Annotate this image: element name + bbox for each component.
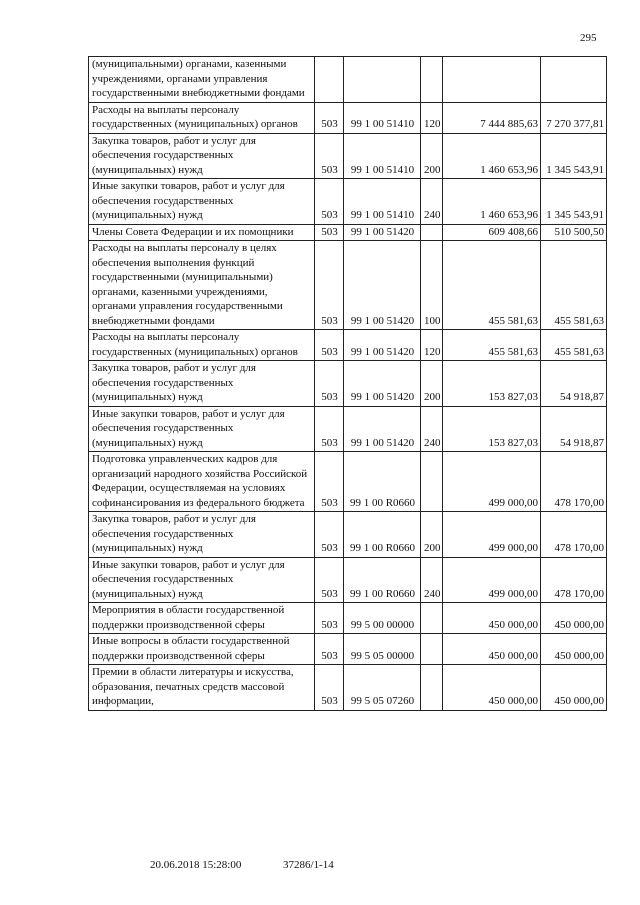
row-target-article-code: 99 5 05 07260	[344, 665, 421, 711]
row-amount-executed: 1 345 543,91	[541, 133, 607, 179]
row-expense-type-code	[421, 224, 443, 241]
table-row	[89, 133, 607, 179]
row-target-article-code: 99 1 00 51410	[344, 133, 421, 179]
row-expense-type-code: 120	[421, 102, 443, 133]
row-section-code: 503	[315, 133, 344, 179]
row-target-article-code	[344, 57, 421, 103]
row-target-article-code: 99 1 00 51420	[344, 224, 421, 241]
table-row	[89, 57, 607, 103]
row-name: Закупка товаров, работ и услуг для обеспечения государственных (муниципальных) нужд	[89, 133, 315, 179]
row-amount-executed: 1 345 543,91	[541, 179, 607, 225]
row-target-article-code: 99 1 00 51420	[344, 241, 421, 330]
row-name: (муниципальными) органами, казенными учреждениями, органами управления государственными внебюджетными фондами	[89, 57, 315, 103]
row-amount-planned: 1 460 653,96	[443, 133, 541, 179]
row-amount-executed: 478 170,00	[541, 557, 607, 603]
row-amount-executed: 450 000,00	[541, 603, 607, 634]
table-row	[89, 330, 607, 361]
row-section-code: 503	[315, 179, 344, 225]
row-amount-planned: 499 000,00	[443, 452, 541, 512]
row-amount-planned: 450 000,00	[443, 665, 541, 711]
row-amount-executed: 54 918,87	[541, 406, 607, 452]
footer-document-code: 37286/1-14	[283, 859, 334, 871]
row-amount-planned: 7 444 885,63	[443, 102, 541, 133]
row-amount-planned: 455 581,63	[443, 330, 541, 361]
row-name: Подготовка управленческих кадров для организаций народного хозяйства Российской Федерации, осуществляемая на условиях софинансирования из федерального бюджета	[89, 452, 315, 512]
footer-datetime: 20.06.2018 15:28:00	[150, 859, 242, 871]
row-amount-planned	[443, 57, 541, 103]
row-section-code: 503	[315, 634, 344, 665]
table-row	[89, 557, 607, 603]
row-section-code: 503	[315, 665, 344, 711]
row-amount-planned: 499 000,00	[443, 557, 541, 603]
page-number: 295	[580, 32, 597, 44]
row-name: Иные закупки товаров, работ и услуг для обеспечения государственных (муниципальных) нужд	[89, 179, 315, 225]
row-section-code: 503	[315, 102, 344, 133]
row-expense-type-code	[421, 57, 443, 103]
row-expense-type-code: 100	[421, 241, 443, 330]
row-name: Члены Совета Федерации и их помощники	[89, 224, 315, 241]
row-target-article-code: 99 1 00 51420	[344, 361, 421, 407]
row-name: Закупка товаров, работ и услуг для обеспечения государственных (муниципальных) нужд	[89, 361, 315, 407]
row-amount-planned: 455 581,63	[443, 241, 541, 330]
row-target-article-code: 99 1 00 R0660	[344, 452, 421, 512]
table-row	[89, 603, 607, 634]
row-target-article-code: 99 1 00 51420	[344, 406, 421, 452]
row-expense-type-code: 200	[421, 512, 443, 558]
table-row	[89, 452, 607, 512]
row-expense-type-code	[421, 634, 443, 665]
row-section-code	[315, 57, 344, 103]
row-name: Мероприятия в области государственной поддержки производственной сферы	[89, 603, 315, 634]
row-amount-executed: 455 581,63	[541, 330, 607, 361]
row-section-code: 503	[315, 330, 344, 361]
row-amount-executed: 450 000,00	[541, 634, 607, 665]
row-expense-type-code: 200	[421, 133, 443, 179]
row-amount-planned: 499 000,00	[443, 512, 541, 558]
row-name: Иные вопросы в области государственной поддержки производственной сферы	[89, 634, 315, 665]
row-name: Расходы на выплаты персоналу в целях обеспечения выполнения функций государственными (муниципальными) органами, казенными учреждениями, органами управления государственными внебюджетными фондами	[89, 241, 315, 330]
row-amount-executed: 54 918,87	[541, 361, 607, 407]
row-target-article-code: 99 1 00 R0660	[344, 512, 421, 558]
table-row	[89, 634, 607, 665]
row-name: Премии в области литературы и искусства, образования, печатных средств массовой информации,	[89, 665, 315, 711]
row-target-article-code: 99 1 00 51410	[344, 179, 421, 225]
row-expense-type-code: 240	[421, 179, 443, 225]
row-amount-executed: 455 581,63	[541, 241, 607, 330]
row-amount-planned: 450 000,00	[443, 634, 541, 665]
row-expense-type-code: 240	[421, 557, 443, 603]
table-row	[89, 224, 607, 241]
row-section-code: 503	[315, 241, 344, 330]
row-expense-type-code	[421, 452, 443, 512]
row-amount-executed: 450 000,00	[541, 665, 607, 711]
row-section-code: 503	[315, 406, 344, 452]
table-row	[89, 512, 607, 558]
table-row	[89, 102, 607, 133]
row-name: Расходы на выплаты персоналу государственных (муниципальных) органов	[89, 102, 315, 133]
row-name: Расходы на выплаты персоналу государственных (муниципальных) органов	[89, 330, 315, 361]
budget-table	[88, 56, 607, 711]
row-amount-executed: 510 500,50	[541, 224, 607, 241]
row-amount-executed: 7 270 377,81	[541, 102, 607, 133]
row-name: Закупка товаров, работ и услуг для обеспечения государственных (муниципальных) нужд	[89, 512, 315, 558]
row-expense-type-code: 200	[421, 361, 443, 407]
row-amount-executed: 478 170,00	[541, 512, 607, 558]
row-target-article-code: 99 1 00 51410	[344, 102, 421, 133]
row-target-article-code: 99 5 00 00000	[344, 603, 421, 634]
row-amount-planned: 1 460 653,96	[443, 179, 541, 225]
table-body	[89, 57, 607, 711]
row-target-article-code: 99 1 00 51420	[344, 330, 421, 361]
row-amount-planned: 450 000,00	[443, 603, 541, 634]
table-row	[89, 179, 607, 225]
table-row	[89, 406, 607, 452]
row-amount-planned: 609 408,66	[443, 224, 541, 241]
row-section-code: 503	[315, 361, 344, 407]
row-expense-type-code	[421, 603, 443, 634]
row-section-code: 503	[315, 557, 344, 603]
row-section-code: 503	[315, 452, 344, 512]
row-section-code: 503	[315, 512, 344, 558]
table-row	[89, 241, 607, 330]
row-expense-type-code	[421, 665, 443, 711]
row-target-article-code: 99 5 05 00000	[344, 634, 421, 665]
row-expense-type-code: 240	[421, 406, 443, 452]
row-section-code: 503	[315, 224, 344, 241]
row-amount-executed	[541, 57, 607, 103]
row-amount-planned: 153 827,03	[443, 406, 541, 452]
row-amount-executed: 478 170,00	[541, 452, 607, 512]
row-section-code: 503	[315, 603, 344, 634]
row-target-article-code: 99 1 00 R0660	[344, 557, 421, 603]
row-name: Иные закупки товаров, работ и услуг для обеспечения государственных (муниципальных) нужд	[89, 557, 315, 603]
table-row	[89, 665, 607, 711]
row-name: Иные закупки товаров, работ и услуг для обеспечения государственных (муниципальных) нужд	[89, 406, 315, 452]
table-row	[89, 361, 607, 407]
row-amount-planned: 153 827,03	[443, 361, 541, 407]
row-expense-type-code: 120	[421, 330, 443, 361]
